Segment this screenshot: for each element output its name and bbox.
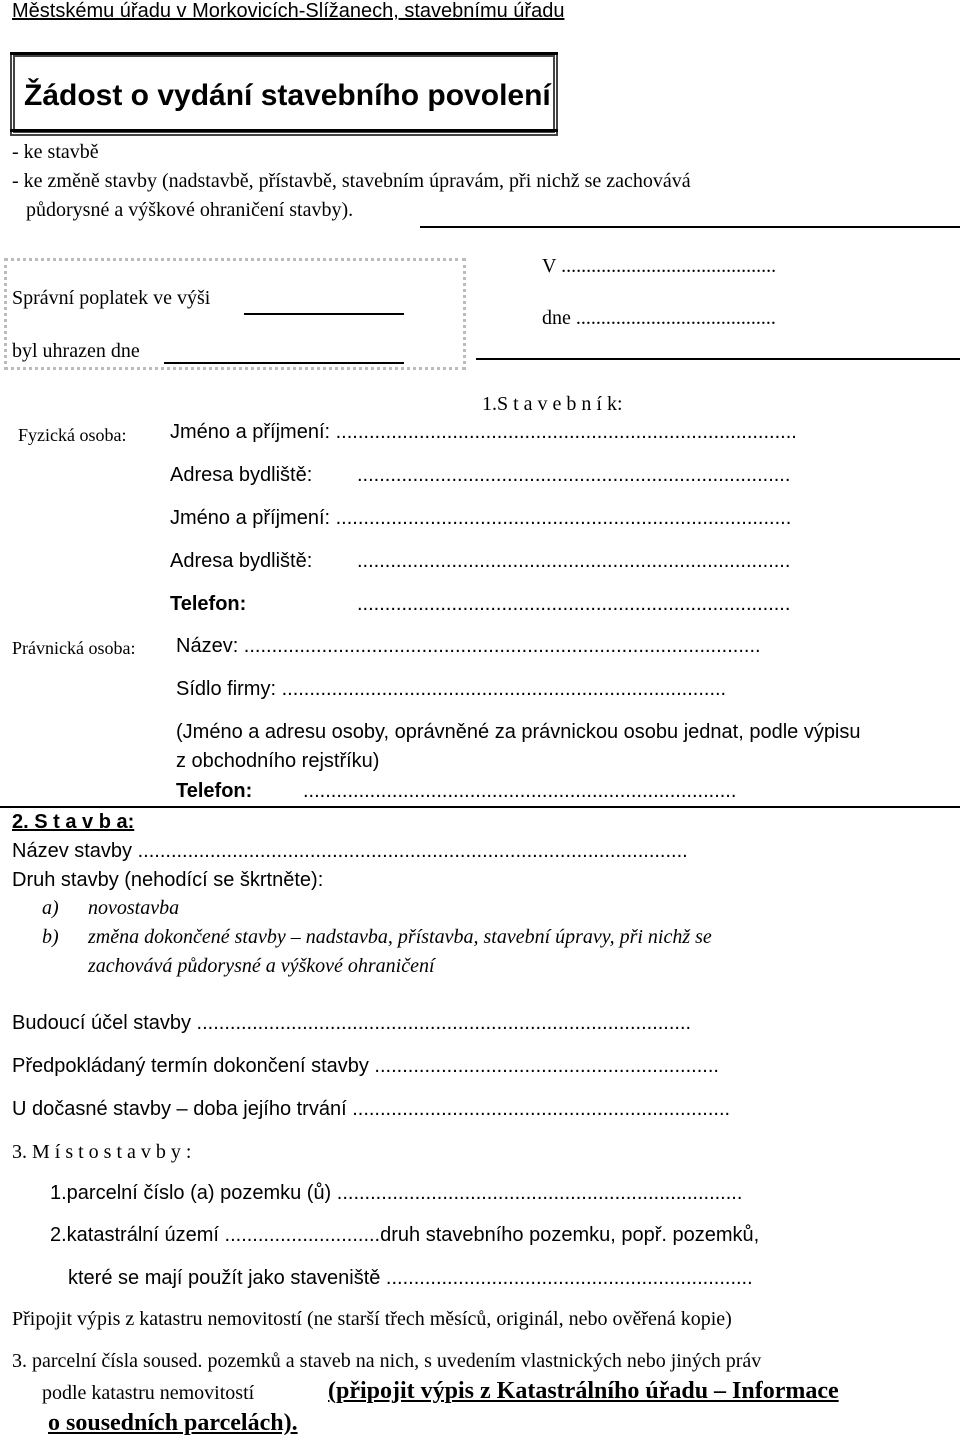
cadastre-attachment-note: Připojit výpis z katastru nemovitostí (ne starší třech měsíců, originál, nebo ověřená kopie) (12, 1308, 732, 1330)
legal-person-label: Právnická osoba: (12, 638, 136, 658)
section-1-heading: 1.S t a v e b n í k: (482, 393, 623, 415)
option-a-text[interactable]: novostavba (88, 897, 180, 919)
company-name-field[interactable]: Název: ............................................................................................. (176, 635, 761, 657)
representative-note-2: z obchodního rejstříku) (176, 750, 380, 772)
purpose-line-1: - ke stavbě (12, 141, 99, 163)
completion-date-field[interactable]: Předpokládaný termín dokončení stavby .............................................................. (12, 1055, 719, 1077)
section-3-heading: 3. M í s t o s t a v b y : (12, 1141, 192, 1163)
name-field-2[interactable]: Jméno a příjmení: .................................................................................. (170, 507, 792, 529)
title-rule-bottom (10, 129, 558, 132)
phone-field-1[interactable]: .............................................................................. (357, 593, 791, 615)
purpose-rule (420, 226, 960, 228)
fee-paid-date-field[interactable] (164, 362, 404, 364)
option-a-letter: a) (42, 897, 59, 919)
temporary-duration-field[interactable]: U dočasné stavby – doba jejího trvání .................................................................... (12, 1098, 731, 1120)
name-field-1[interactable]: Jméno a příjmení: ................................................................................... (170, 421, 797, 443)
site-land-field[interactable]: které se mají použít jako staveniště .................................................................. (68, 1267, 753, 1289)
option-b-letter: b) (42, 926, 59, 948)
signature-rule (476, 358, 960, 360)
date-field[interactable]: dne ........................................ (542, 307, 776, 329)
purpose-line-2: - ke změně stavby (nadstavbě, přístavbě, stavebním úpravám, při nichž se zachovává (12, 170, 691, 192)
neighbour-parcels-line-2-prefix: podle katastru nemovitostí (42, 1382, 255, 1404)
natural-person-label: Fyzická osoba: (18, 425, 127, 445)
building-purpose-field[interactable]: Budoucí účel stavby ......................................................................................... (12, 1012, 692, 1034)
title-rule-top (10, 52, 558, 55)
address-label-2: Adresa bydliště: (170, 550, 313, 572)
parcel-number-field[interactable]: 1.parcelní číslo (a) pozemku (ů) ......................................................................... (50, 1182, 743, 1204)
neighbour-parcels-attachment: (připojit výpis z Katastrálního úřadu – Informace (328, 1378, 839, 1404)
purpose-line-3: půdorysné a výškové ohraničení stavby). (26, 199, 354, 221)
fee-amount-label: Správní poplatek ve výši (12, 287, 211, 309)
page-title: Žádost o vydání stavebního povolení (24, 79, 551, 112)
phone-field-2[interactable]: .............................................................................. (303, 780, 737, 802)
phone-label-1: Telefon: (170, 593, 247, 615)
address-field-1[interactable]: .............................................................................. (357, 464, 791, 486)
authority-address: Městskému úřadu v Morkovicích-Slížanech, stavebnímu úřadu (12, 0, 565, 22)
fee-amount-field[interactable] (244, 313, 404, 315)
cadastral-area-field[interactable]: 2.katastrální území ............................druh stavebního pozemku, popř. pozemků, (50, 1224, 760, 1246)
neighbour-parcels-line-1: 3. parcelní čísla soused. pozemků a staveb na nich, s uvedením vlastnických nebo jiných práv (12, 1350, 762, 1372)
neighbour-parcels-attachment-cont: o sousedních parcelách). (48, 1410, 298, 1436)
representative-note-1: (Jméno a adresu osoby, oprávněné za právnickou osobu jednat, podle výpisu (176, 721, 861, 743)
phone-label-2: Telefon: (176, 780, 253, 802)
place-field[interactable]: V ........................................... (542, 255, 777, 277)
building-name-field[interactable]: Název stavby ................................................................................................... (12, 840, 688, 862)
fee-paid-label: byl uhrazen dne (12, 340, 140, 362)
address-label-1: Adresa bydliště: (170, 464, 313, 486)
option-b-text-2: zachovává půdorysné a výškové ohraničení (88, 955, 435, 977)
address-field-2[interactable]: .............................................................................. (357, 550, 791, 572)
section-2-heading: 2. S t a v b a: (12, 811, 135, 833)
option-b-text-1[interactable]: změna dokončené stavby – nadstavba, přístavba, stavební úpravy, při nichž se (88, 926, 712, 948)
section-1-rule (0, 806, 960, 808)
company-seat-field[interactable]: Sídlo firmy: ................................................................................ (176, 678, 727, 700)
building-kind-label: Druh stavby (nehodící se škrtněte): (12, 869, 324, 891)
